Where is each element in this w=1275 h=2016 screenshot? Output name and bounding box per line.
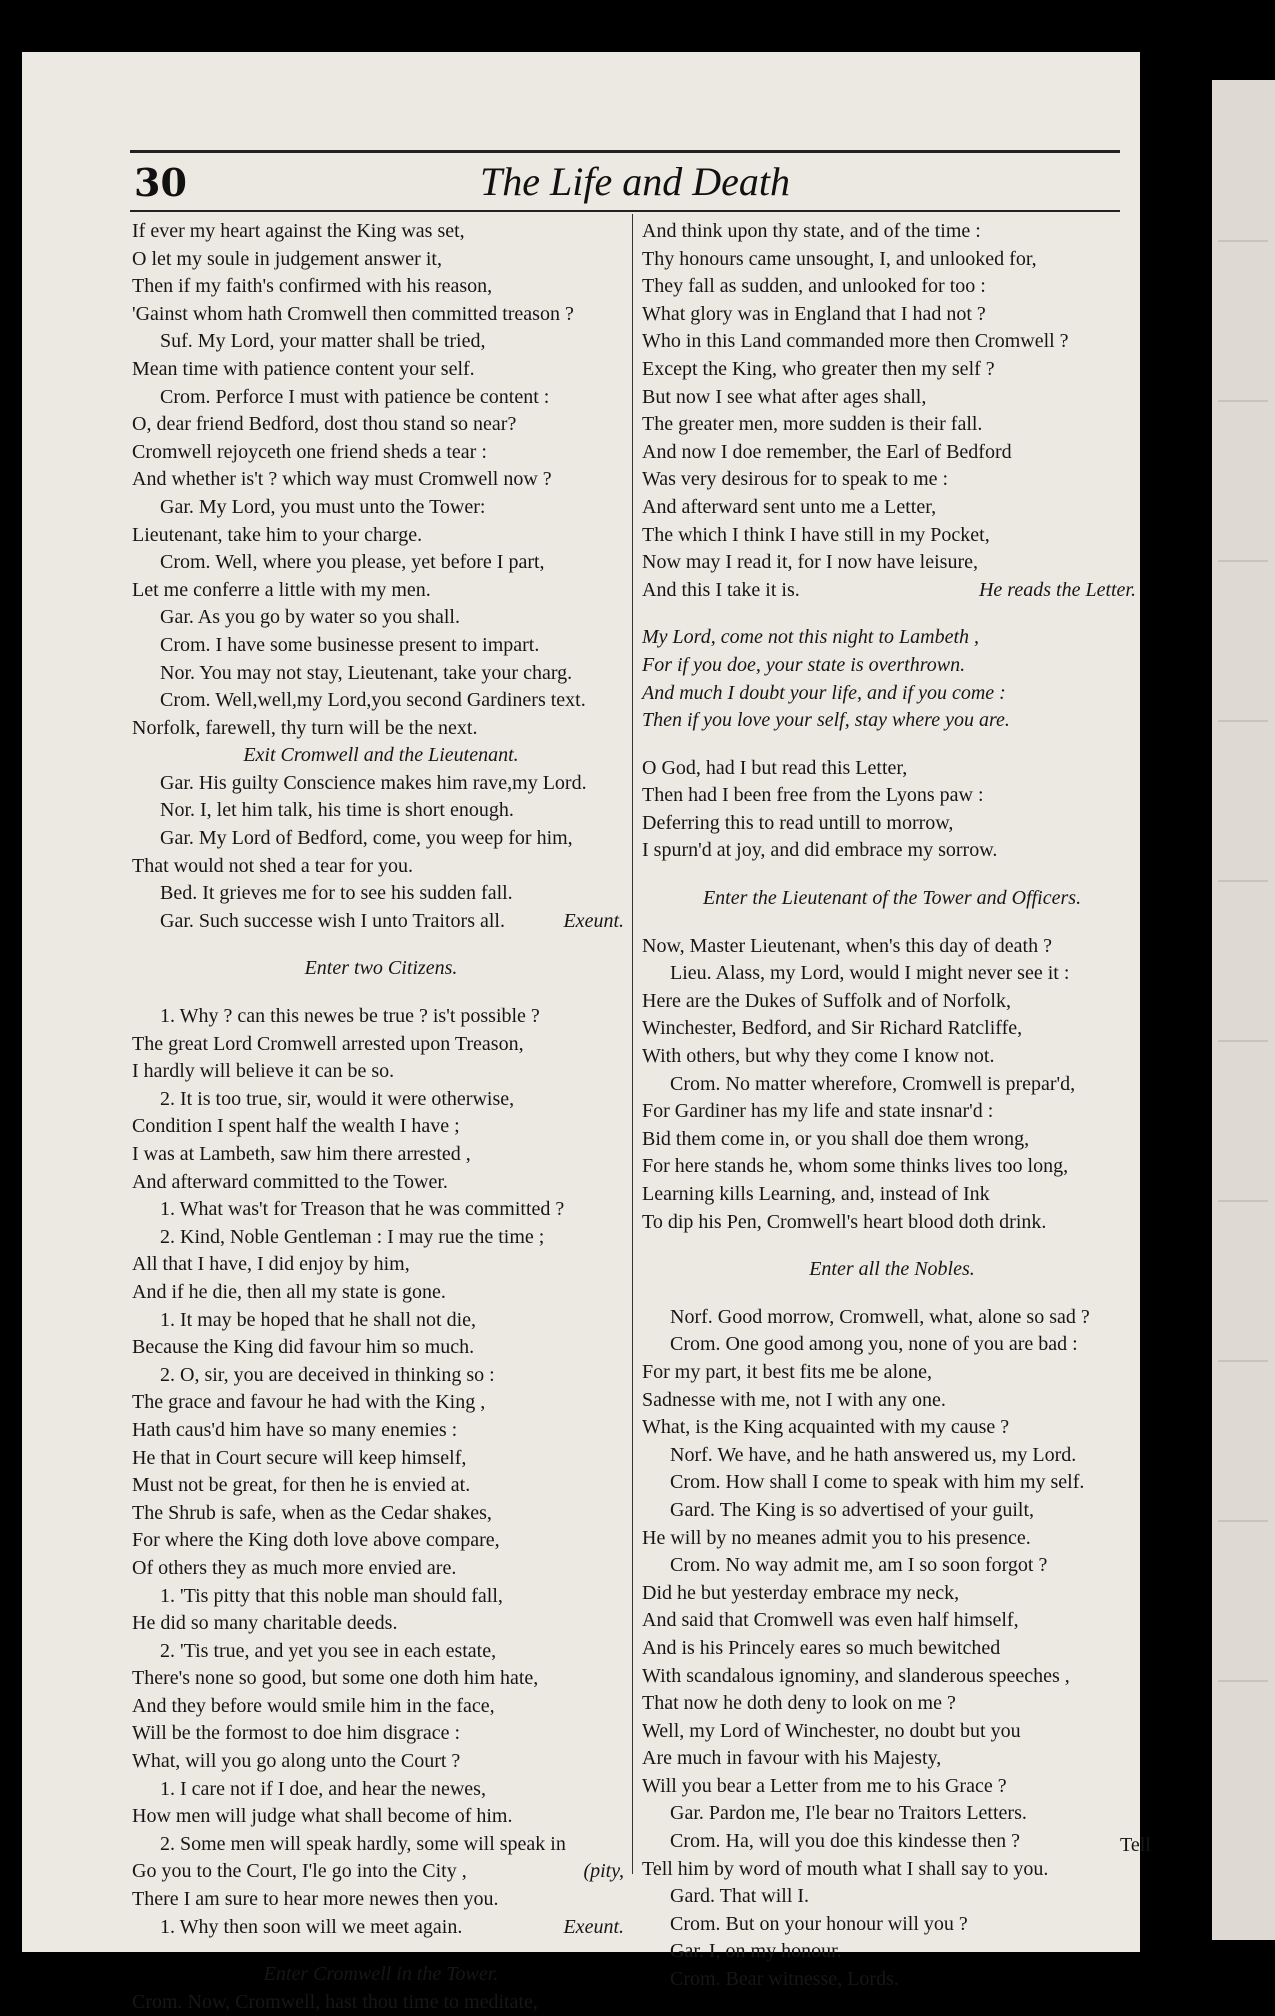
facing-page-edge — [1212, 80, 1275, 1940]
line-gap — [642, 865, 1142, 885]
line-text: Gar. As you go by water so you shall. — [160, 606, 460, 629]
verse-line — [642, 1938, 1142, 1966]
verse-line — [132, 1113, 630, 1141]
verse-line — [132, 1279, 630, 1307]
line-text: Norf. Good morrow, Cromwell, what, alone so sad ? — [670, 1305, 1090, 1328]
line-text: Crom. Well,well,my Lord,you second Gardiners text. — [160, 689, 586, 712]
verse-line — [132, 1693, 630, 1721]
line-text: For if you doe, your state is overthrown. — [642, 653, 966, 676]
verse-line — [132, 1858, 630, 1886]
line-text: Because the King did favour him so much. — [132, 1336, 475, 1359]
line-text: 1. It may be hoped that he shall not die, — [160, 1308, 477, 1331]
line-text: Gard. That will I. — [670, 1885, 810, 1908]
line-text: 'Gainst whom hath Cromwell then committed treason ? — [132, 302, 574, 325]
line-text: And is his Princely eares so much bewitched — [642, 1636, 1001, 1659]
line-text: 1. What was't for Treason that he was committed ? — [160, 1198, 565, 1221]
line-gap — [642, 604, 1142, 624]
verse-line — [642, 1580, 1142, 1608]
verse-line — [642, 1387, 1142, 1415]
line-text: Crom. But on your honour will you ? — [670, 1912, 968, 1935]
verse-line — [132, 1989, 630, 2016]
line-text: Then if you love your self, stay where you are. — [642, 709, 1010, 732]
line-text: Bid them come in, or you shall doe them wrong, — [642, 1127, 1030, 1150]
right-column — [642, 218, 1142, 1994]
verse-line — [132, 246, 630, 274]
verse-line — [642, 624, 1142, 652]
verse-line — [132, 1251, 630, 1279]
line-text: The Shrub is safe, when as the Cedar shakes, — [132, 1501, 492, 1524]
verse-line — [132, 880, 630, 908]
line-text: To dip his Pen, Cromwell's heart blood doth drink. — [642, 1210, 1047, 1233]
verse-line — [642, 1773, 1142, 1801]
verse-line — [642, 1718, 1142, 1746]
line-text: Now, Master Lieutenant, when's this day of death ? — [642, 934, 1052, 957]
verse-line — [132, 1334, 630, 1362]
verse-line — [132, 1031, 630, 1059]
line-text: But now I see what after ages shall, — [642, 385, 927, 408]
line-text: Suf. My Lord, your matter shall be tried, — [160, 330, 486, 353]
verse-line — [132, 908, 630, 936]
line-gap — [642, 913, 1142, 933]
verse-line — [132, 1307, 630, 1335]
line-text: Norf. We have, and he hath answered us, my Lord. — [670, 1443, 1077, 1466]
line-text: Bed. It grieves me for to see his sudden fall. — [160, 882, 513, 905]
stage-direction — [642, 885, 1142, 913]
verse-line — [642, 411, 1142, 439]
verse-line — [132, 1831, 630, 1859]
verse-line — [132, 825, 630, 853]
line-text: Let me conferre a little with my men. — [132, 578, 431, 601]
line-text: And afterward committed to the Tower. — [132, 1170, 448, 1193]
line-text: And whether is't ? which way must Cromwell now ? — [132, 468, 552, 491]
verse-line — [642, 1690, 1142, 1718]
verse-line — [642, 577, 1142, 605]
line-text: He that in Court secure will keep himself, — [132, 1446, 467, 1469]
line-text: Cromwell rejoyceth one friend sheds a tear : — [132, 440, 487, 463]
line-text: Lieutenant, take him to your charge. — [132, 523, 423, 546]
line-text: I hardly will believe it can be so. — [132, 1060, 395, 1083]
line-text: He will by no meanes admit you to his presence. — [642, 1526, 1031, 1549]
verse-line — [642, 1800, 1142, 1828]
verse-line — [132, 1527, 630, 1555]
line-text: Learning kills Learning, and, instead of Ink — [642, 1183, 990, 1205]
verse-line — [132, 1196, 630, 1224]
line-trailing-direction: Exeunt. — [563, 1915, 624, 1938]
header-rule-top — [130, 150, 1120, 153]
line-text: Go you to the Court, I'le go into the City , — [132, 1860, 467, 1883]
line-text: My Lord, come not this night to Lambeth , — [642, 626, 980, 649]
line-text: I was at Lambeth, saw him there arrested , — [132, 1143, 471, 1165]
stage-direction — [132, 955, 630, 983]
verse-line — [642, 439, 1142, 467]
line-text: Deferring this to read untill to morrow, — [642, 811, 954, 834]
line-text: That now he doth deny to look on me ? — [642, 1692, 956, 1715]
verse-line — [642, 1098, 1142, 1126]
line-text: Crom. Perforce I must with patience be content : — [160, 385, 550, 408]
verse-line — [642, 466, 1142, 494]
verse-line — [642, 246, 1142, 274]
verse-line — [132, 218, 630, 246]
line-trailing-direction: Exeunt. — [563, 909, 624, 932]
verse-line — [132, 1362, 630, 1390]
verse-line — [642, 1181, 1142, 1209]
catchword: Tell — [1120, 1834, 1151, 1856]
verse-line — [132, 328, 630, 356]
verse-line — [132, 356, 630, 384]
line-text: Well, my Lord of Winchester, no doubt but you — [642, 1719, 1021, 1742]
verse-line — [132, 1720, 630, 1748]
line-text: Enter two Citizens. — [304, 957, 458, 980]
line-text: Condition I spent half the wealth I have ; — [132, 1115, 460, 1138]
verse-line — [132, 1445, 630, 1473]
column-divider — [632, 214, 633, 1874]
line-text: What glory was in England that I had not ? — [642, 302, 986, 325]
line-gap — [132, 935, 630, 955]
verse-line — [132, 1914, 630, 1942]
verse-line — [642, 1635, 1142, 1663]
verse-line — [642, 1745, 1142, 1773]
line-text: Mean time with patience content your self. — [132, 357, 475, 380]
verse-line — [642, 522, 1142, 550]
verse-line — [132, 604, 630, 632]
verse-line — [642, 782, 1142, 810]
verse-line — [132, 715, 630, 743]
verse-line — [642, 680, 1142, 708]
verse-line — [132, 1500, 630, 1528]
line-text: Lieu. Alass, my Lord, would I might never see it : — [670, 962, 1070, 985]
line-text: For Gardiner has my life and state insnar'd : — [642, 1100, 994, 1123]
verse-line — [642, 356, 1142, 384]
line-text: There I am sure to hear more newes then you. — [132, 1888, 499, 1911]
line-text: O God, had I but read this Letter, — [642, 756, 908, 779]
line-text: For here stands he, whom some thinks lives too long, — [642, 1155, 1069, 1178]
verse-line — [132, 1472, 630, 1500]
verse-line — [132, 1389, 630, 1417]
verse-line — [642, 301, 1142, 329]
line-text: Crom. Bear witnesse, Lords. — [670, 1968, 899, 1991]
line-text: And afterward sent unto me a Letter, — [642, 495, 937, 518]
verse-line — [132, 466, 630, 494]
line-text: With scandalous ignominy, and slanderous speeches , — [642, 1664, 1070, 1687]
line-text: Hath caus'd him have so many enemies : — [132, 1418, 458, 1441]
verse-line — [642, 1442, 1142, 1470]
line-text: They fall as sudden, and unlooked for too : — [642, 275, 986, 298]
line-text: 2. O, sir, you are deceived in thinking so : — [160, 1363, 495, 1386]
verse-line — [642, 707, 1142, 735]
line-text: Gar. Pardon me, I'le bear no Traitors Letters. — [670, 1802, 1027, 1825]
line-text: The which I think I have still in my Pocket, — [642, 523, 990, 546]
verse-line — [642, 988, 1142, 1016]
line-text: Sadnesse with me, not I with any one. — [642, 1388, 946, 1411]
verse-line — [642, 549, 1142, 577]
verse-line — [132, 1058, 630, 1086]
verse-line — [642, 1153, 1142, 1181]
line-text: And they before would smile him in the face, — [132, 1694, 495, 1717]
verse-line — [642, 652, 1142, 680]
verse-line — [132, 301, 630, 329]
verse-line — [642, 1828, 1142, 1856]
verse-line — [642, 1607, 1142, 1635]
line-text: Enter the Lieutenant of the Tower and Officers. — [702, 887, 1082, 910]
line-text: Will you bear a Letter from me to his Grace ? — [642, 1774, 1007, 1797]
line-text: 1. Why then soon will we meet again. — [160, 1915, 463, 1938]
line-text: The greater men, more sudden is their fall. — [642, 413, 983, 436]
line-text: I spurn'd at joy, and did embrace my sorrow. — [642, 839, 998, 862]
verse-line — [132, 1086, 630, 1114]
verse-line — [642, 328, 1142, 356]
verse-line — [642, 933, 1142, 961]
verse-line — [132, 853, 630, 881]
verse-line — [642, 837, 1142, 865]
verse-line — [132, 549, 630, 577]
line-text: How men will judge what shall become of him. — [132, 1805, 513, 1828]
verse-line — [642, 1469, 1142, 1497]
line-text: And now I doe remember, the Earl of Bedford — [642, 440, 1012, 463]
line-text: The great Lord Cromwell arrested upon Treason, — [132, 1032, 524, 1055]
verse-line — [132, 411, 630, 439]
line-text: Was very desirous for to speak to me : — [642, 468, 949, 491]
verse-line — [132, 632, 630, 660]
page-number: 30 — [134, 160, 187, 205]
verse-line — [642, 494, 1142, 522]
line-text: Crom. Well, where you please, yet before I part, — [160, 551, 545, 574]
header-rule-bottom — [130, 210, 1120, 212]
verse-line — [132, 1003, 630, 1031]
verse-line — [132, 1776, 630, 1804]
line-gap — [132, 1941, 630, 1961]
verse-line — [132, 439, 630, 467]
line-text: Nor. I, let him talk, his time is short enough. — [160, 799, 514, 822]
line-text: 1. I care not if I doe, and hear the newes, — [160, 1777, 486, 1800]
line-text: Must not be great, for then he is envied at. — [132, 1474, 471, 1497]
verse-line — [642, 1911, 1142, 1939]
line-text: O let my soule in judgement answer it, — [132, 247, 442, 270]
line-text: Exit Cromwell and the Lieutenant. — [243, 744, 519, 767]
line-text: Crom. One good among you, none of you are bad : — [670, 1333, 1078, 1356]
line-text: Crom. No matter wherefore, Cromwell is prepar'd, — [670, 1072, 1076, 1095]
line-text: Then if my faith's confirmed with his reason, — [132, 275, 493, 298]
line-text: Gard. The King is so advertised of your guilt, — [670, 1498, 1035, 1521]
line-text: 1. Why ? can this newes be true ? is't possible ? — [160, 1005, 540, 1028]
line-text: O, dear friend Bedford, dost thou stand so near? — [132, 413, 517, 436]
line-text: And this I take it is. — [642, 578, 800, 601]
line-text: Nor. You may not stay, Lieutenant, take your charg. — [160, 661, 573, 684]
line-text: And if he die, then all my state is gone. — [132, 1280, 446, 1303]
line-text: Are much in favour with his Majesty, — [642, 1747, 942, 1770]
verse-line — [132, 1141, 630, 1169]
verse-line — [642, 1331, 1142, 1359]
verse-line — [642, 273, 1142, 301]
line-text: Winchester, Bedford, and Sir Richard Ratcliffe, — [642, 1017, 1023, 1040]
line-text: If ever my heart against the King was set, — [132, 220, 465, 242]
line-text: He did so many charitable deeds. — [132, 1612, 398, 1635]
line-gap — [642, 1236, 1142, 1256]
verse-line — [642, 384, 1142, 412]
verse-line — [132, 384, 630, 412]
verse-line — [132, 660, 630, 688]
verse-line — [132, 494, 630, 522]
verse-line — [642, 1525, 1142, 1553]
verse-line — [132, 1638, 630, 1666]
verse-line — [132, 797, 630, 825]
line-text: Enter Cromwell in the Tower. — [263, 1963, 499, 1986]
verse-line — [642, 1043, 1142, 1071]
line-text: Norfolk, farewell, thy turn will be the next. — [132, 716, 478, 739]
line-text: Gar. Such successe wish I unto Traitors all. — [160, 909, 505, 932]
line-text: What, will you go along unto the Court ? — [132, 1750, 461, 1773]
line-text: Except the King, who greater then my self ? — [642, 357, 995, 380]
stage-direction — [132, 1961, 630, 1989]
line-text: And think upon thy state, and of the time : — [642, 220, 981, 242]
verse-line — [642, 755, 1142, 783]
line-text: Enter all the Nobles. — [809, 1258, 975, 1281]
verse-line — [132, 1417, 630, 1445]
verse-line — [642, 1359, 1142, 1387]
line-text: 2. Some men will speak hardly, some will speak in — [160, 1832, 566, 1855]
verse-line — [642, 1126, 1142, 1154]
verse-line — [132, 1224, 630, 1252]
line-text: Crom. I have some businesse present to impart. — [160, 633, 540, 656]
verse-line — [642, 218, 1142, 246]
line-text: Of others they as much more envied are. — [132, 1556, 457, 1579]
line-text: 2. It is too true, sir, would it were otherwise, — [160, 1087, 515, 1110]
verse-line — [642, 1856, 1142, 1884]
verse-line — [642, 1209, 1142, 1237]
verse-line — [642, 1497, 1142, 1525]
verse-line — [642, 1304, 1142, 1332]
verse-line — [132, 1610, 630, 1638]
verse-line — [642, 810, 1142, 838]
verse-line — [642, 960, 1142, 988]
line-text: Did he but yesterday embrace my neck, — [642, 1581, 960, 1604]
line-text: Gar. My Lord of Bedford, come, you weep for him, — [160, 827, 573, 850]
verse-line — [642, 1015, 1142, 1043]
verse-line — [132, 1886, 630, 1914]
running-title: The Life and Death — [480, 159, 790, 204]
line-text: Crom. No way admit me, am I so soon forgot ? — [670, 1554, 1048, 1577]
verse-line — [132, 577, 630, 605]
line-text: And much I doubt your life, and if you come : — [642, 681, 1006, 704]
line-text: And said that Cromwell was even half himself, — [642, 1609, 1019, 1632]
verse-line — [642, 1414, 1142, 1442]
line-text: Will be the formost to doe him disgrace : — [132, 1722, 461, 1745]
line-text: For my part, it best fits me be alone, — [642, 1360, 932, 1383]
line-text: Crom. How shall I come to speak with him my self. — [670, 1471, 1085, 1494]
line-text: The grace and favour he had with the King , — [132, 1391, 486, 1414]
line-text: Then had I been free from the Lyons paw : — [642, 784, 984, 807]
verse-line — [132, 1748, 630, 1776]
verse-line — [132, 1555, 630, 1583]
line-gap — [642, 735, 1142, 755]
verse-line — [132, 1803, 630, 1831]
line-text: Who in this Land commanded more then Cromwell ? — [642, 330, 1069, 353]
line-text: Tell him by word of mouth what I shall say to you. — [642, 1857, 1049, 1880]
line-text: 1. 'Tis pitty that this noble man should fall, — [160, 1584, 503, 1607]
line-text: 2. Kind, Noble Gentleman : I may rue the time ; — [160, 1225, 545, 1248]
line-text: For where the King doth love above compare, — [132, 1529, 500, 1552]
line-gap — [132, 983, 630, 1003]
line-text: Gar. His guilty Conscience makes him rave,my Lord. — [160, 771, 587, 794]
line-text: 2. 'Tis true, and yet you see in each estate, — [160, 1639, 497, 1662]
verse-line — [132, 770, 630, 798]
line-text: Gar. I, on my honour. — [670, 1940, 842, 1963]
line-text: Now may I read it, for I now have leisure, — [642, 551, 978, 574]
line-text: What, is the King acquainted with my cause ? — [642, 1416, 1010, 1439]
left-column — [132, 218, 630, 2016]
line-text: Gar. My Lord, you must unto the Tower: — [160, 495, 486, 518]
stage-direction — [642, 1256, 1142, 1284]
verse-line — [132, 1665, 630, 1693]
line-text: There's none so good, but some one doth him hate, — [132, 1667, 539, 1690]
line-text: That would not shed a tear for you. — [132, 854, 414, 877]
verse-line — [132, 273, 630, 301]
line-text: All that I have, I did enjoy by him, — [132, 1253, 410, 1276]
verse-line — [642, 1663, 1142, 1691]
verse-line — [132, 1583, 630, 1611]
line-text: Here are the Dukes of Suffolk and of Norfolk, — [642, 989, 1011, 1012]
line-gap — [642, 1284, 1142, 1304]
verse-line — [642, 1883, 1142, 1911]
verse-line — [132, 522, 630, 550]
verse-line — [642, 1966, 1142, 1994]
verse-line — [132, 687, 630, 715]
line-text: Thy honours came unsought, I, and unlooked for, — [642, 247, 1037, 270]
line-text: Crom. Ha, will you doe this kindesse then ? — [670, 1830, 1020, 1853]
stage-direction — [132, 742, 630, 770]
verse-line — [642, 1552, 1142, 1580]
verse-line — [642, 1071, 1142, 1099]
line-trailing-direction: He reads the Letter. — [978, 578, 1136, 601]
line-text: Crom. Now, Cromwell, hast thou time to meditate, — [132, 1990, 538, 2013]
line-trailing-direction: (pity, — [583, 1860, 624, 1883]
verse-line — [132, 1169, 630, 1197]
line-text: With others, but why they come I know not. — [642, 1045, 995, 1068]
